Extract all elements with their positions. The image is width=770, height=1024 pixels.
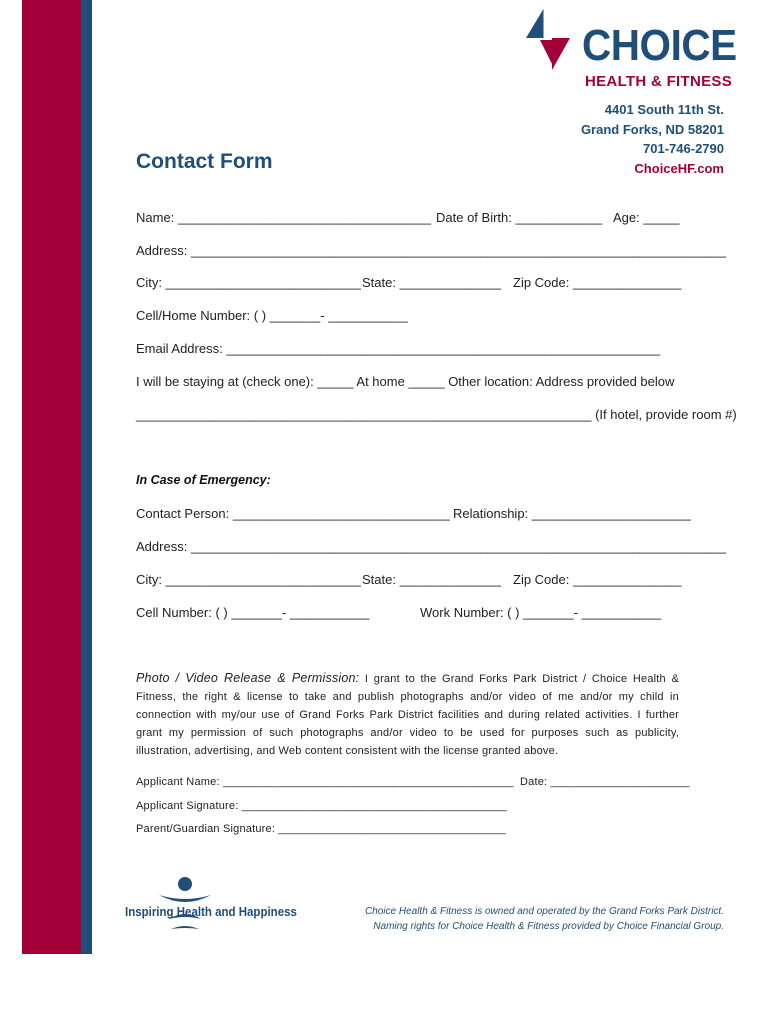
zip-field[interactable]: Zip Code: _______________ bbox=[513, 275, 682, 290]
staying-at-field[interactable]: I will be staying at (check one): _____ At home _____ Other location: Address provided below bbox=[136, 374, 675, 389]
footer-tagline: Inspiring Health and Happiness bbox=[125, 905, 297, 919]
park-district-logo bbox=[125, 875, 295, 935]
disclaimer-line-1: Choice Health & Fitness is owned and operated by the Grand Forks Park District. bbox=[364, 906, 724, 917]
date-field[interactable]: Date: ______________________ bbox=[520, 776, 690, 788]
guardian-signature-field[interactable]: Parent/Guardian Signature: ____________________________________ bbox=[136, 823, 506, 835]
city-field[interactable]: City: ___________________________ bbox=[136, 275, 361, 290]
photo-release-text: I grant to the Grand Forks Park District / Choice Health & Fitness, the right & license to take and publish photographs and/or video of me and/or my child in connection with my/our use of Grand Forks Park District facilities and during related activities. I further grant my permission of such photographs and/or video to be used for purposes such as publicity, illustration, advertising, and Web content consistent with the license granted above. bbox=[136, 673, 679, 757]
hotel-address-field[interactable]: _______________________________________________________________ (If hotel, provide room #) bbox=[136, 407, 737, 422]
emergency-heading: In Case of Emergency: bbox=[136, 473, 271, 487]
disclaimer-line-2: Naming rights for Choice Health & Fitness provided by Choice Financial Group. bbox=[373, 921, 724, 932]
ownership-disclaimer bbox=[365, 904, 724, 934]
emergency-address-field[interactable]: Address: __________________________________________________________________________ bbox=[136, 539, 726, 554]
left-blue-stripe bbox=[81, 0, 92, 954]
emergency-work-field[interactable]: Work Number: ( ) _______- ___________ bbox=[420, 605, 662, 620]
name-field[interactable]: Name: ___________________________________ bbox=[136, 210, 431, 225]
state-field[interactable]: State: ______________ bbox=[362, 275, 501, 290]
emergency-zip-field[interactable]: Zip Code: _______________ bbox=[513, 572, 682, 587]
photo-release-heading: Photo / Video Release & Permission: bbox=[136, 671, 360, 685]
emergency-cell-field[interactable]: Cell Number: ( ) _______- ___________ bbox=[136, 605, 370, 620]
address-street: 4401 South 11th St. bbox=[604, 102, 724, 117]
age-field[interactable]: Age: _____ bbox=[613, 210, 680, 225]
left-red-stripe bbox=[22, 0, 81, 954]
page-title: Contact Form bbox=[136, 150, 273, 173]
dob-field[interactable]: Date of Birth: ____________ bbox=[436, 210, 603, 225]
relationship-field[interactable]: Relationship: ______________________ bbox=[453, 506, 691, 521]
emergency-state-field[interactable]: State: ______________ bbox=[362, 572, 501, 587]
choice-chevron-icon bbox=[524, 8, 584, 78]
choice-logo bbox=[524, 8, 737, 92]
emergency-contact-field[interactable]: Contact Person: ______________________________ bbox=[136, 506, 450, 521]
cell-home-number-field[interactable]: Cell/Home Number: ( ) _______- ___________ bbox=[136, 308, 408, 323]
address-city: Grand Forks, ND 58201 bbox=[580, 121, 724, 137]
website-link[interactable]: ChoiceHF.com bbox=[634, 160, 724, 176]
address-field[interactable]: Address: __________________________________________________________________________ bbox=[136, 243, 726, 258]
phone-number: 701-746-2790 bbox=[643, 141, 724, 156]
brand-name: CHOICE bbox=[582, 21, 737, 70]
contact-address-block bbox=[581, 100, 724, 178]
applicant-name-field[interactable]: Applicant Name: ______________________________________________ bbox=[136, 776, 514, 788]
applicant-signature-field[interactable]: Applicant Signature: __________________________________________ bbox=[136, 800, 508, 812]
emergency-city-field[interactable]: City: ___________________________ bbox=[136, 572, 361, 587]
email-field[interactable]: Email Address: ____________________________________________________________ bbox=[136, 341, 661, 356]
brand-subtitle: HEALTH & FITNESS bbox=[585, 73, 733, 90]
photo-release-paragraph bbox=[136, 669, 679, 760]
